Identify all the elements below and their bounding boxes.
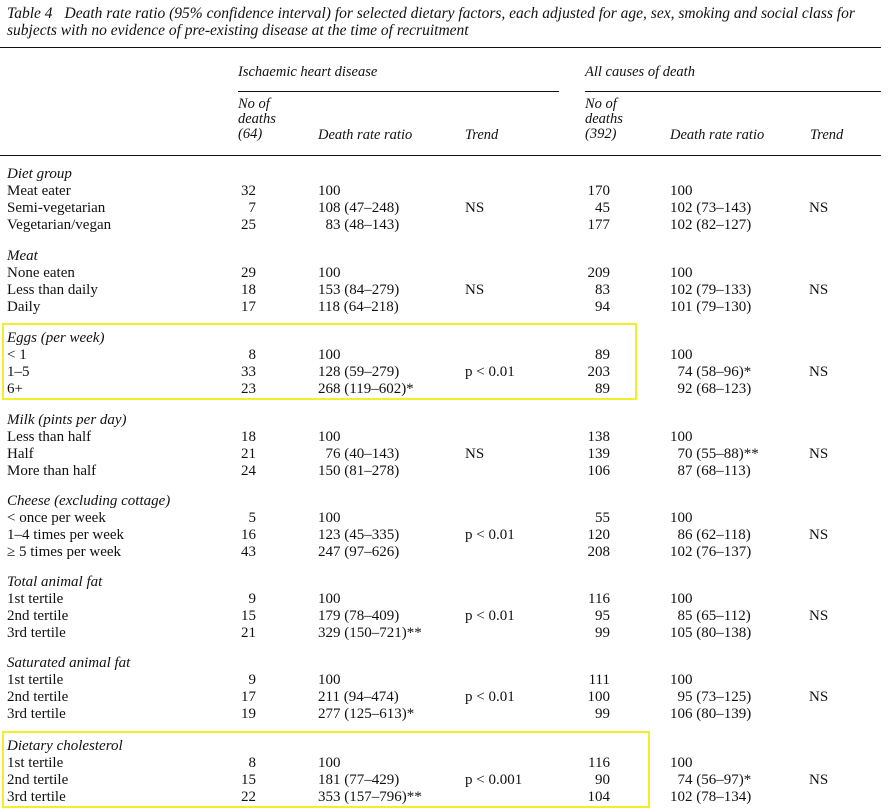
highlight-box xyxy=(2,323,637,400)
all-deaths-cell: 203 xyxy=(587,364,610,380)
all-ratio-cell: 106 (80–139) xyxy=(670,706,752,722)
all-deaths-cell: 95 xyxy=(595,608,610,624)
all-trend-cell: NS xyxy=(809,772,829,788)
all-deaths-cell: 94 xyxy=(595,299,610,315)
group-title: Eggs (per week) xyxy=(7,330,105,346)
ihd-trend-cell: p < 0.01 xyxy=(465,364,515,380)
caption-text: Death rate ratio (95% confidence interval) for selected dietary factors, each adjusted for age, sex, smoking and social class for subjects with no evidence of pre-existing disease at the time of recruitment xyxy=(7,5,855,39)
ihd-deaths-cell: 18 xyxy=(241,429,256,445)
row-label: 1st tertile xyxy=(7,755,64,771)
all-ratio-cell: 92 (68–123) xyxy=(670,381,752,397)
ihd-deaths-cell: 19 xyxy=(241,706,256,722)
ihd-ratio-cell: 118 (64–218) xyxy=(318,299,399,315)
ihd-deaths-cell: 9 xyxy=(248,672,256,688)
all-deaths-cell: 120 xyxy=(587,527,610,543)
ihd-ratio-cell: 100 xyxy=(318,265,341,281)
ihd-ratio-cell: 100 xyxy=(318,347,341,363)
ihd-trend-cell: NS xyxy=(465,200,485,216)
row-label: Semi-vegetarian xyxy=(7,200,106,216)
table-caption xyxy=(7,5,887,39)
all-trend-cell: NS xyxy=(809,608,829,624)
ihd-deaths-cell: 5 xyxy=(248,510,256,526)
all-ratio-cell: 85 (65–112) xyxy=(670,608,751,624)
ihd-ratio-cell: 179 (78–409) xyxy=(318,608,400,624)
ihd-deaths-line-3: (64) xyxy=(238,126,263,142)
ihd-deaths-cell: 17 xyxy=(241,689,256,705)
ihd-ratio-cell: 100 xyxy=(318,591,341,607)
ihd-ratio-cell: 123 (45–335) xyxy=(318,527,400,543)
all-deaths-cell: 89 xyxy=(595,347,610,363)
all-ratio-cell: 74 (56–97)* xyxy=(670,772,752,788)
ihd-group-rule xyxy=(238,91,559,92)
group-title: Meat xyxy=(7,248,38,264)
all-ratio-cell: 102 (78–134) xyxy=(670,789,752,805)
ihd-deaths-cell: 15 xyxy=(241,608,256,624)
ihd-deaths-cell: 16 xyxy=(241,527,256,543)
ihd-deaths-cell: 32 xyxy=(241,183,256,199)
row-label: 3rd tertile xyxy=(7,789,66,805)
all-ratio-cell: 100 xyxy=(670,429,693,445)
all-ratio-cell: 102 (76–137) xyxy=(670,544,752,560)
all-trend-header: Trend xyxy=(810,127,844,143)
all-ratio-cell: 100 xyxy=(670,347,693,363)
ihd-deaths-cell: 21 xyxy=(241,446,256,462)
all-ratio-cell: 70 (55–88)** xyxy=(670,446,759,462)
ihd-ratio-cell: 277 (125–613)* xyxy=(318,706,415,722)
all-ratio-cell: 86 (62–118) xyxy=(670,527,751,543)
ihd-ratio-cell: 329 (150–721)** xyxy=(318,625,422,641)
ihd-trend-cell: p < 0.001 xyxy=(465,772,523,788)
all-deaths-cell: 99 xyxy=(595,625,610,641)
ihd-ratio-cell: 353 (157–796)** xyxy=(318,789,422,805)
row-label: Half xyxy=(7,446,34,462)
ihd-trend-cell: p < 0.01 xyxy=(465,689,515,705)
row-label: Less than half xyxy=(7,429,92,445)
row-label: 1–4 times per week xyxy=(7,527,125,543)
ihd-trend-header: Trend xyxy=(465,127,499,143)
ihd-deaths-cell: 43 xyxy=(241,544,256,560)
all-deaths-cell: 106 xyxy=(587,463,610,479)
all-ratio-cell: 105 (80–138) xyxy=(670,625,752,641)
row-label: 3rd tertile xyxy=(7,625,66,641)
all-ratio-cell: 87 (68–113) xyxy=(670,463,751,479)
header-rule xyxy=(0,155,881,156)
ihd-ratio-cell: 76 (40–143) xyxy=(318,446,400,462)
all-deaths-cell: 116 xyxy=(588,755,610,771)
ihd-ratio-cell: 211 (94–474) xyxy=(318,689,399,705)
all-trend-cell: NS xyxy=(809,200,829,216)
all-causes-group-rule xyxy=(585,91,881,92)
row-label: 2nd tertile xyxy=(7,772,69,788)
ihd-deaths-cell: 7 xyxy=(248,200,256,216)
all-deaths-cell: 55 xyxy=(595,510,610,526)
ihd-trend-cell: NS xyxy=(465,446,485,462)
row-label: Daily xyxy=(7,299,41,315)
ihd-deaths-cell: 33 xyxy=(241,364,256,380)
all-deaths-cell: 83 xyxy=(595,282,610,298)
row-label: Vegetarian/vegan xyxy=(7,217,112,233)
ihd-deaths-line-1: No of xyxy=(238,96,270,112)
ihd-deaths-cell: 9 xyxy=(248,591,256,607)
all-deaths-cell: 209 xyxy=(587,265,610,281)
all-deaths-cell: 177 xyxy=(587,217,610,233)
ihd-deaths-cell: 29 xyxy=(241,265,256,281)
all-ratio-cell: 100 xyxy=(670,755,693,771)
ihd-ratio-cell: 108 (47–248) xyxy=(318,200,400,216)
row-label: 3rd tertile xyxy=(7,706,66,722)
all-ratio-cell: 102 (82–127) xyxy=(670,217,752,233)
ihd-ratio-cell: 247 (97–626) xyxy=(318,544,400,560)
all-ratio-header: Death rate ratio xyxy=(670,127,765,143)
all-trend-cell: NS xyxy=(809,282,829,298)
group-title: Diet group xyxy=(7,166,72,182)
row-label: 6+ xyxy=(7,381,23,397)
row-label: More than half xyxy=(7,463,97,479)
ihd-deaths-cell: 22 xyxy=(241,789,256,805)
ihd-ratio-cell: 100 xyxy=(318,183,341,199)
all-trend-cell: NS xyxy=(809,446,829,462)
row-label: None eaten xyxy=(7,265,75,281)
all-ratio-cell: 74 (58–96)* xyxy=(670,364,752,380)
group-title: Milk (pints per day) xyxy=(7,412,127,428)
all-ratio-cell: 102 (73–143) xyxy=(670,200,752,216)
all-deaths-cell: 45 xyxy=(595,200,610,216)
ihd-ratio-cell: 100 xyxy=(318,510,341,526)
all-deaths-line-2: deaths xyxy=(585,111,623,127)
ihd-ratio-cell: 268 (119–602)* xyxy=(318,381,414,397)
top-rule xyxy=(0,47,881,48)
ihd-ratio-cell: 181 (77–429) xyxy=(318,772,400,788)
all-deaths-cell: 100 xyxy=(587,689,610,705)
all-ratio-cell: 102 (79–133) xyxy=(670,282,752,298)
all-ratio-cell: 100 xyxy=(670,591,693,607)
ihd-ratio-cell: 100 xyxy=(318,755,341,771)
row-label: 1st tertile xyxy=(7,672,64,688)
ihd-deaths-line-2: deaths xyxy=(238,111,276,127)
row-label: ≥ 5 times per week xyxy=(7,544,122,560)
all-causes-group-header: All causes of death xyxy=(585,64,695,80)
ihd-ratio-cell: 100 xyxy=(318,672,341,688)
ihd-deaths-header xyxy=(238,97,276,142)
all-deaths-header xyxy=(585,97,623,142)
all-ratio-cell: 100 xyxy=(670,510,693,526)
all-ratio-cell: 101 (79–130) xyxy=(670,299,752,315)
all-trend-cell: NS xyxy=(809,364,829,380)
group-title: Cheese (excluding cottage) xyxy=(7,493,171,509)
all-deaths-line-1: No of xyxy=(585,96,617,112)
group-title: Dietary cholesterol xyxy=(7,738,123,754)
all-trend-cell: NS xyxy=(809,527,829,543)
ihd-ratio-cell: 150 (81–278) xyxy=(318,463,400,479)
ihd-deaths-cell: 8 xyxy=(248,347,256,363)
ihd-trend-cell: p < 0.01 xyxy=(465,608,515,624)
ihd-ratio-header: Death rate ratio xyxy=(318,127,413,143)
ihd-deaths-cell: 24 xyxy=(241,463,256,479)
row-label: Less than daily xyxy=(7,282,98,298)
all-deaths-line-3: (392) xyxy=(585,126,617,142)
ihd-ratio-cell: 128 (59–279) xyxy=(318,364,400,380)
all-ratio-cell: 95 (73–125) xyxy=(670,689,752,705)
ihd-deaths-cell: 23 xyxy=(241,381,256,397)
ihd-deaths-cell: 21 xyxy=(241,625,256,641)
row-label: < 1 xyxy=(7,347,27,363)
ihd-deaths-cell: 8 xyxy=(248,755,256,771)
table-number: Table 4 xyxy=(7,5,53,22)
ihd-trend-cell: NS xyxy=(465,282,485,298)
ihd-deaths-cell: 17 xyxy=(241,299,256,315)
all-deaths-cell: 208 xyxy=(587,544,610,560)
highlight-box xyxy=(2,731,650,808)
group-title: Total animal fat xyxy=(7,574,103,590)
all-deaths-cell: 170 xyxy=(587,183,610,199)
all-deaths-cell: 90 xyxy=(595,772,610,788)
all-deaths-cell: 89 xyxy=(595,381,610,397)
all-deaths-cell: 104 xyxy=(587,789,610,805)
row-label: 1st tertile xyxy=(7,591,64,607)
row-label: Meat eater xyxy=(7,183,71,199)
all-ratio-cell: 100 xyxy=(670,672,693,688)
ihd-ratio-cell: 83 (48–143) xyxy=(318,217,400,233)
row-label: 2nd tertile xyxy=(7,689,69,705)
ihd-deaths-cell: 18 xyxy=(241,282,256,298)
all-deaths-cell: 138 xyxy=(587,429,610,445)
row-label: 1–5 xyxy=(7,364,30,380)
ihd-ratio-cell: 100 xyxy=(318,429,341,445)
all-trend-cell: NS xyxy=(809,689,829,705)
all-ratio-cell: 100 xyxy=(670,265,693,281)
all-deaths-cell: 111 xyxy=(588,672,610,688)
ihd-group-header: Ischaemic heart disease xyxy=(238,64,378,80)
ihd-deaths-cell: 15 xyxy=(241,772,256,788)
all-deaths-cell: 139 xyxy=(587,446,610,462)
ihd-trend-cell: p < 0.01 xyxy=(465,527,515,543)
all-deaths-cell: 99 xyxy=(595,706,610,722)
all-ratio-cell: 100 xyxy=(670,183,693,199)
all-deaths-cell: 116 xyxy=(588,591,610,607)
group-title: Saturated animal fat xyxy=(7,655,131,671)
row-label: < once per week xyxy=(7,510,106,526)
ihd-ratio-cell: 153 (84–279) xyxy=(318,282,400,298)
row-label: 2nd tertile xyxy=(7,608,69,624)
ihd-deaths-cell: 25 xyxy=(241,217,256,233)
